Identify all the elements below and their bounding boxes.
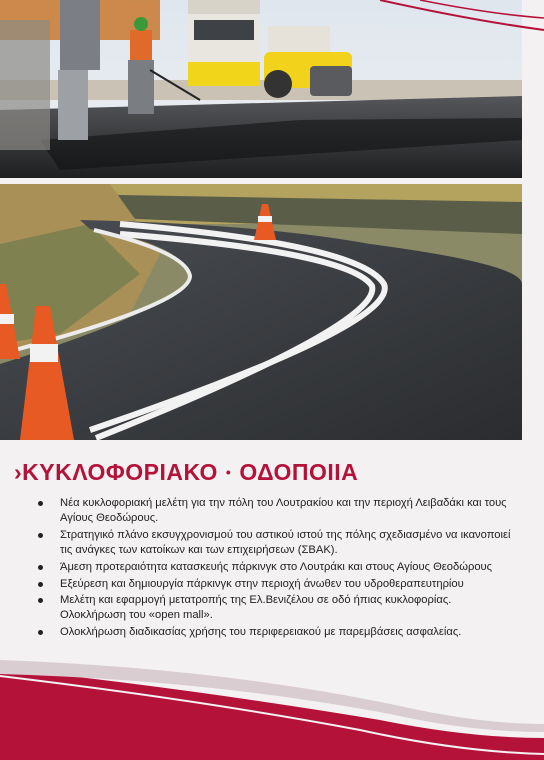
list-item — [34, 593, 520, 623]
heading-title-roadworks: ΟΔΟΠΟΙΙΑ — [239, 459, 359, 485]
heading-separator: • — [225, 464, 232, 480]
list-item-text: Μελέτη και εφαρμογή μετατροπής της Ελ.Βενιζέλου σε οδό ήπιας κυκλοφορίας. Ολοκλήρωση του «open mall». — [60, 594, 452, 622]
curved-road-photo — [0, 184, 522, 440]
bullet-dot — [38, 630, 43, 635]
list-item-text: Άμεση προτεραιότητα κατασκευής πάρκινγκ στο Λουτράκι και στους Αγίους Θεοδώρους — [60, 560, 493, 573]
list-item — [34, 577, 520, 592]
bullet-list — [34, 496, 520, 642]
list-item — [34, 528, 520, 558]
list-item-text: Στρατηγικό πλάνο εκσυγχρονισμού του αστικού ιστού της πόλης σχεδιασμένο να ικανοποιεί τις ανάγκες των κατοίκων και των επιχειρήσεων (ΣΒΑΚ). — [60, 528, 511, 557]
list-item-text: Ολοκλήρωση διαδικασίας χρήσης του περιφερειακού με παρεμβάσεις ασφαλείας. — [60, 626, 462, 639]
list-item-text: Εξεύρεση και δημιουργία πάρκινγκ στην περιοχή άνωθεν του υδροθεραπευτηρίου — [60, 577, 464, 590]
road-paving-photo — [0, 0, 522, 178]
section-heading — [14, 459, 358, 486]
list-item-text: Νέα κυκλοφοριακή μελέτη για την πόλη του Λουτρακίου και την περιοχή Λειβαδάκι και τους Αγίους Θεοδώρους. — [60, 497, 507, 525]
bullet-dot — [38, 598, 43, 603]
heading-title-traffic: ΚΥΚΛΟΦΟΡΙΑΚΟ — [22, 459, 218, 485]
bullet-dot — [38, 501, 43, 506]
bullet-dot — [38, 533, 43, 538]
list-item — [34, 560, 520, 575]
list-item — [34, 625, 520, 640]
list-item — [34, 496, 520, 526]
bullet-dot — [38, 582, 43, 587]
bullet-dot — [38, 565, 43, 570]
heading-arrow: › — [14, 459, 23, 485]
